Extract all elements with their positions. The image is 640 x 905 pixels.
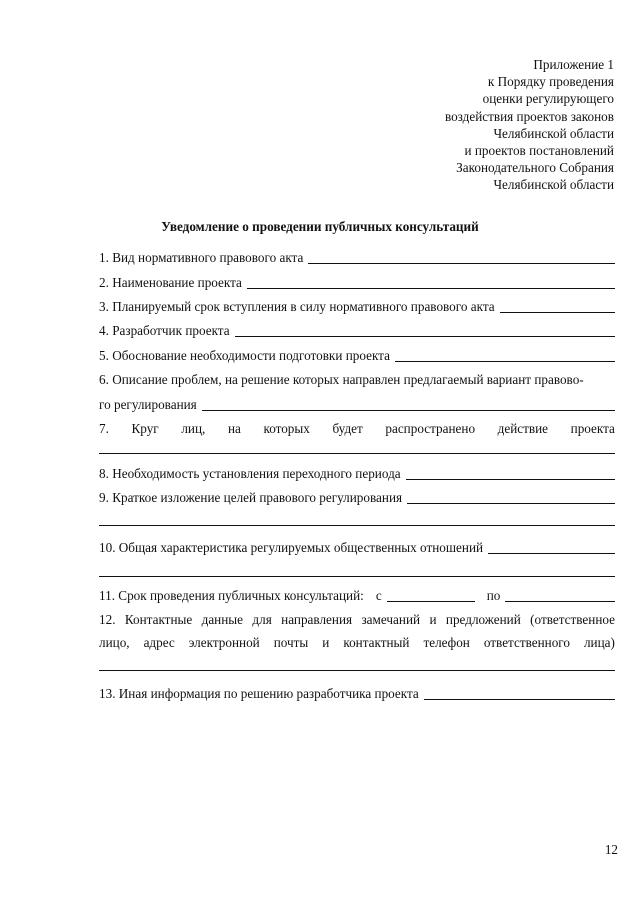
field-project-name [99, 275, 615, 291]
word: телефон [423, 635, 470, 650]
field-label: 4. Разработчик проекта [99, 323, 230, 338]
blank-line [395, 361, 615, 362]
field-label: 11. Срок проведения публичных консультаций: [99, 588, 364, 603]
appendix-line: Челябинской области [493, 177, 614, 193]
word: ответственного [483, 635, 570, 650]
word: лица) [583, 635, 615, 650]
word: контактный [343, 635, 410, 650]
appendix-line: и проектов постановлений [464, 143, 614, 159]
word: (ответственное [530, 612, 615, 627]
field-label: 13. Иная информация по решению разработчика проекта [99, 686, 419, 701]
blank-line [424, 699, 615, 700]
blank-line [406, 479, 615, 480]
field-label: 9. Краткое изложение целей правового регулирования [99, 490, 403, 505]
word: лиц, [181, 421, 206, 436]
field-transition-period [99, 466, 615, 482]
blank-line [99, 525, 615, 526]
word: распространено [385, 421, 476, 436]
field-affected-persons [99, 421, 615, 437]
word: электронной [188, 635, 260, 650]
word: 12. [99, 612, 116, 627]
field-other-info [99, 686, 615, 702]
word: проекта [570, 421, 615, 436]
field-problem-description [99, 372, 615, 388]
blank-line [235, 336, 615, 337]
blank-line [488, 553, 615, 554]
field-developer [99, 323, 615, 339]
word: предложений [445, 612, 521, 627]
blank-line [99, 576, 615, 577]
blank-line [99, 670, 615, 671]
date-to-blank [505, 601, 615, 602]
word: для [252, 612, 272, 627]
word: адрес [143, 635, 175, 650]
field-label: 3. Планируемый срок вступления в силу нормативного правового акта [99, 299, 495, 314]
field-contact-data-cont [99, 635, 615, 651]
blank-line [308, 263, 615, 264]
word: данные [201, 612, 244, 627]
field-label: 8. Необходимость установления переходного периода [99, 466, 401, 481]
appendix-line: воздействия проектов законов [444, 108, 614, 124]
blank-line [407, 503, 615, 504]
word: будет [332, 421, 363, 436]
appendix-line: Законодательного Собрания [456, 160, 614, 176]
page-number: 12 [604, 842, 618, 857]
field-label: 1. Вид нормативного правового акта [99, 250, 304, 265]
word: Круг [131, 421, 159, 436]
word: на [227, 421, 241, 436]
word: и [429, 612, 437, 627]
blank-line [99, 453, 615, 454]
word: 7. [99, 421, 109, 436]
word: и [322, 635, 330, 650]
to-label: по [486, 588, 501, 603]
field-label: 10. Общая характеристика регулируемых общественных отношений [99, 540, 484, 555]
date-from-blank [387, 601, 475, 602]
word: лицо, [99, 635, 130, 650]
field-label: го регулирования [99, 397, 197, 412]
field-act-type [99, 250, 615, 266]
field-effective-date [99, 299, 615, 315]
appendix-line: к Порядку проведения [487, 74, 614, 90]
field-justification [99, 348, 615, 364]
word: почты [273, 635, 309, 650]
field-label: 5. Обоснование необходимости подготовки проекта [99, 348, 390, 363]
field-relations-characteristic [99, 540, 615, 556]
word: действие [497, 421, 549, 436]
field-problem-description-cont [99, 397, 615, 413]
appendix-line: Челябинской области [493, 125, 614, 141]
blank-line [247, 288, 615, 289]
appendix-header [445, 56, 614, 194]
field-label: 6. Описание проблем, на решение которых направлен предлагаемый вариант правово- [99, 372, 584, 387]
blank-line [500, 312, 615, 313]
field-regulation-goals [99, 490, 615, 506]
word: направления [281, 612, 353, 627]
appendix-line: Приложение 1 [533, 57, 614, 72]
field-consultation-period [99, 588, 615, 604]
word: Контактные [124, 612, 193, 627]
appendix-line: оценки регулирующего [482, 91, 614, 107]
document-title: Уведомление о проведении публичных консультаций [161, 219, 479, 234]
word: которых [263, 421, 310, 436]
field-label: 2. Наименование проекта [99, 275, 242, 290]
word: замечаний [361, 612, 421, 627]
blank-line [202, 410, 615, 411]
from-label: с [375, 588, 382, 603]
field-contact-data [99, 612, 615, 628]
